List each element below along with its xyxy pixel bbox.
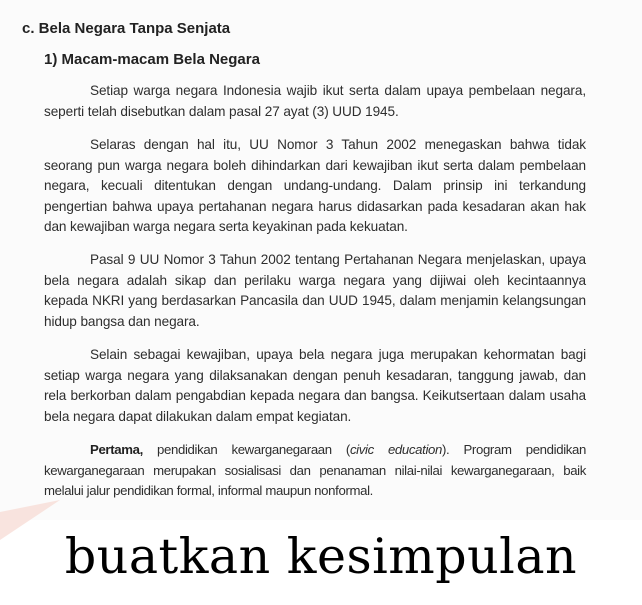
paragraph-5 <box>44 440 586 502</box>
paragraph-1: Setiap warga negara Indonesia wajib ikut serta dalam upaya pembelaan negara, seperti telah disebutkan dalam pasal 27 ayat (3) UUD 1945. <box>44 83 586 119</box>
caption-overlay: buatkan kesimpulan <box>64 528 578 585</box>
paragraph-5-text-b: ). Program pendidikan kewarganegaraan merupakan sosialisasi dan penanaman nilai-nilai kewarganegaraan, baik melalui jalur pendidikan formal, informal maupun nonformal. <box>44 442 586 499</box>
paragraph-5-italic-term: civic education <box>349 442 442 457</box>
paragraph-5-lead: Pertama, <box>90 442 143 457</box>
paragraph-5-text-a: pendidikan kewarganegaraan ( <box>142 442 350 457</box>
section-heading: c. Bela Negara Tanpa Senjata <box>22 20 231 37</box>
paragraph-2: Selaras dengan hal itu, UU Nomor 3 Tahun 2002 menegaskan bahwa tidak seorang pun warga negara boleh dihindarkan dari kewajiban ikut serta dalam pembelaan negara, kecuali ditentukan dengan undang-undang. Dalam prinsip ini terkandung pengertian bahwa upaya pertahanan negara harus didasarkan pada kesadaran akan hak dan kewajiban warga negara serta keyakinan pada kekuatan. <box>44 137 586 235</box>
paragraph-4: Selain sebagai kewajiban, upaya bela negara juga merupakan kehormatan bagi setiap warga negara yang dilaksanakan dengan penuh kesadaran, tanggung jawab, dan rela berkorban dalam pengabdian kepada negara dan bangsa. Keikutsertaan dalam usaha bela negara dapat dilakukan dalam empat kegiatan. <box>44 347 586 424</box>
paragraph-3: Pasal 9 UU Nomor 3 Tahun 2002 tentang Pertahanan Negara menjelaskan, upaya bela negara adalah sikap dan perilaku warga negara yang dijiwai oleh kecintaannya kepada NKRI yang berdasarkan Pancasila dan UUD 1945, dalam menjamin kelangsungan hidup bangsa dan negara. <box>44 252 586 329</box>
sub-heading: 1) Macam-macam Bela Negara <box>44 51 260 68</box>
